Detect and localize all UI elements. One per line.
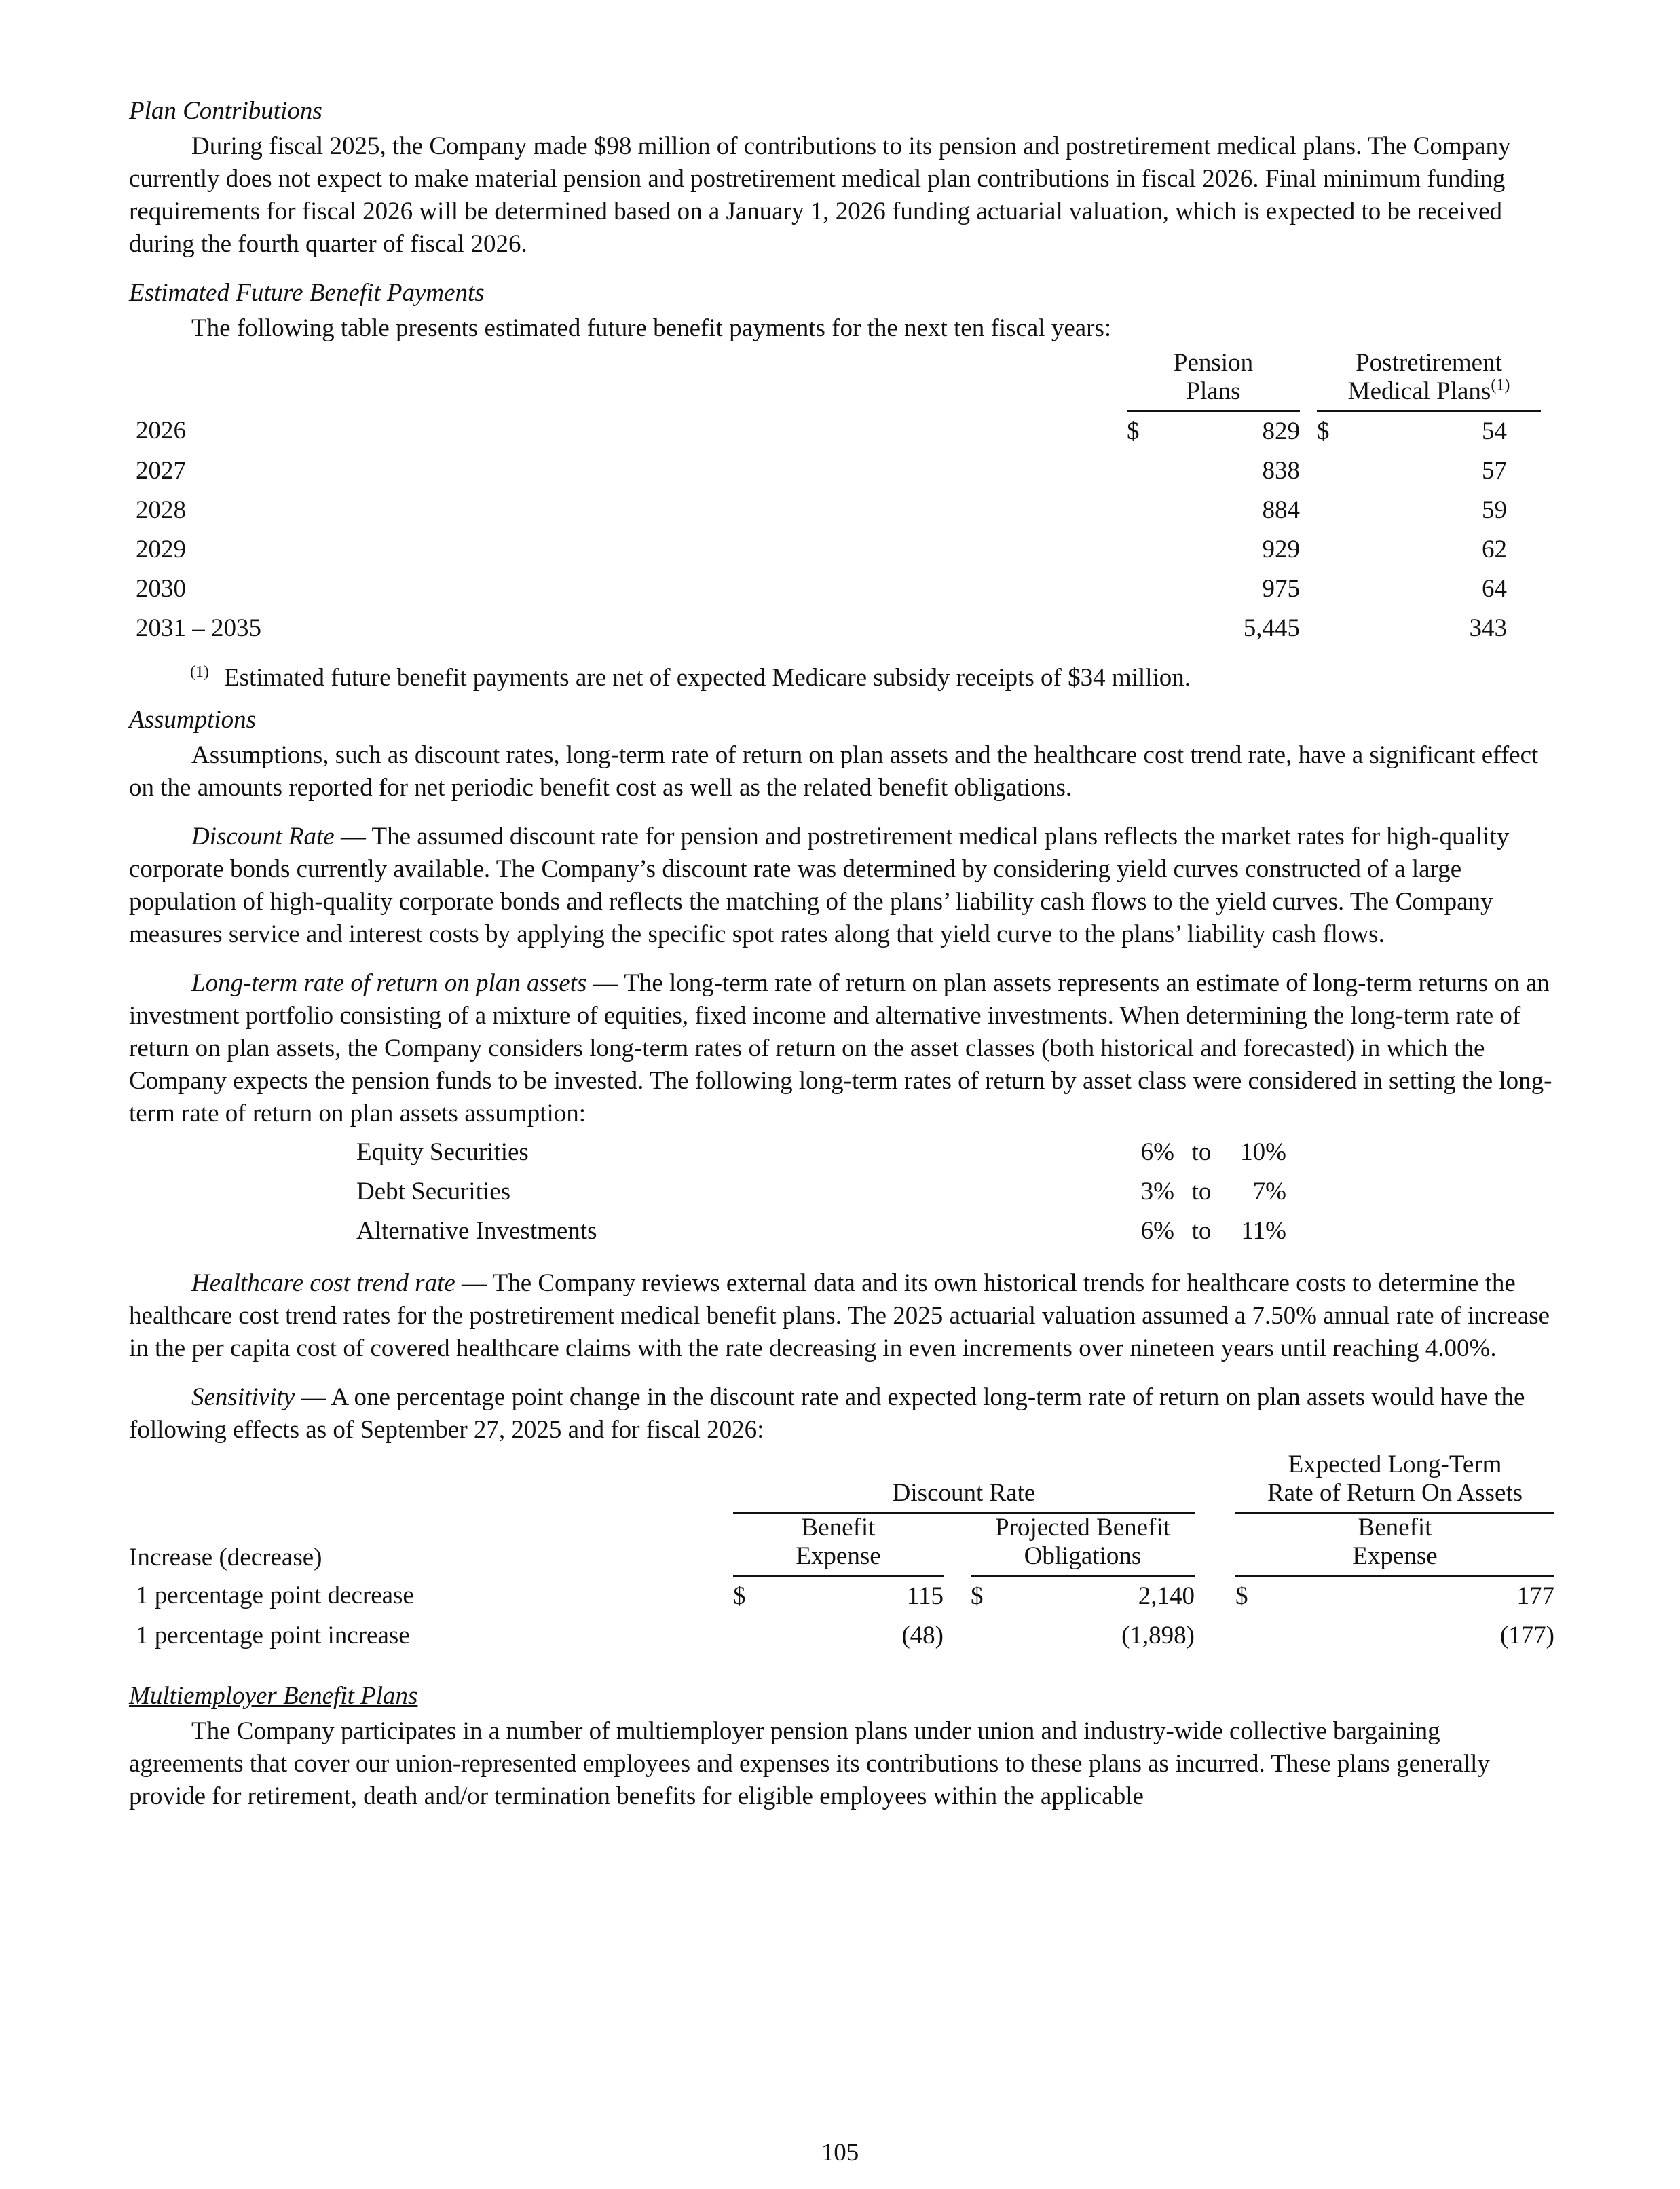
assumptions-heading: Assumptions <box>129 706 257 734</box>
currency-cell: $ <box>1317 417 1330 445</box>
currency-cell <box>1317 451 1337 491</box>
pension-value-cell: 884 <box>1262 496 1300 524</box>
projected-benefit-obligations-header: Projected Benefit Obligations <box>971 1513 1195 1576</box>
page-number: 105 <box>821 2139 859 2167</box>
spacer-cell <box>1195 1616 1235 1655</box>
currency-cell <box>1127 609 1147 648</box>
sensitivity-text: — A one percentage point change in the discount rate and expected long-term rate of return on plan assets would have the following effects as of September 27, 2025 and for fiscal 2026: <box>129 1383 1525 1444</box>
long-term-return-text: — The long-term rate of return on plan assets represents an estimate of long-term returns on an investment portfolio consisting of a mixture of equities, fixed income and alternative investments. When determining the long-term rate of return on plan assets, the Company considers long-term rates of return on the asset classes (both historical and forecasted) in which the Company expects the pension funds to be invested. The following long-term rates of return by asset class were considered in setting the long-term rate of return on plan assets assumption: <box>129 969 1552 1127</box>
discount-rate-group-header: Discount Rate <box>733 1451 1195 1513</box>
footnote-marker: (1) <box>1491 376 1510 394</box>
currency-cell: $ <box>1235 1582 1248 1610</box>
table-row <box>129 411 1541 452</box>
currency-cell <box>733 1616 753 1655</box>
currency-cell <box>1127 491 1147 530</box>
table-row <box>356 1133 1286 1172</box>
table-row <box>129 569 1541 609</box>
currency-cell <box>1317 491 1337 530</box>
plan-contributions-heading: Plan Contributions <box>129 97 322 125</box>
spacer-cell <box>1507 530 1541 569</box>
sensitivity-label-cell: 1 percentage point increase <box>136 1622 410 1649</box>
spacer-cell <box>1195 1576 1235 1617</box>
currency-cell <box>1235 1616 1256 1655</box>
future-payments-footnote <box>190 662 1554 694</box>
footnote-text: Estimated future benefit payments are net of expected Medicare subsidy receipts of $34 million. <box>223 664 1191 692</box>
currency-cell <box>1127 451 1147 491</box>
pension-value-cell: 975 <box>1262 575 1300 603</box>
medical-value-cell: 57 <box>1482 457 1507 485</box>
pension-value-cell: 5,445 <box>1243 614 1300 642</box>
currency-cell <box>1317 569 1337 609</box>
medical-value-cell: 59 <box>1482 496 1507 524</box>
multiemployer-heading: Multiemployer Benefit Plans <box>129 1682 418 1710</box>
benefit-expense-cell: 115 <box>906 1582 944 1610</box>
spacer-cell <box>1300 530 1317 569</box>
long-term-return-label: Long-term rate of return on plan assets <box>191 969 587 997</box>
rate-to-cell: to <box>1191 1217 1212 1245</box>
future-payments-header-row <box>129 349 1541 411</box>
rate-to-cell: to <box>1191 1138 1212 1166</box>
currency-cell: $ <box>733 1582 746 1610</box>
pension-value-cell: 829 <box>1262 417 1300 445</box>
currency-cell: $ <box>971 1582 984 1610</box>
rate-low-cell: 6% <box>1140 1138 1174 1166</box>
currency-cell <box>1317 530 1337 569</box>
spacer-cell <box>1507 491 1541 530</box>
rate-low-cell: 6% <box>1140 1217 1174 1245</box>
spacer-cell <box>1300 491 1317 530</box>
future-payments-heading: Estimated Future Benefit Payments <box>129 279 485 307</box>
rate-high-cell: 11% <box>1241 1217 1286 1245</box>
currency-cell <box>1127 530 1147 569</box>
increase-decrease-header: Increase (decrease) <box>129 1543 322 1571</box>
currency-cell <box>971 1616 991 1655</box>
sensitivity-label-cell: 1 percentage point decrease <box>136 1582 414 1610</box>
medical-value-cell: 62 <box>1482 536 1507 563</box>
currency-cell: $ <box>1127 417 1140 445</box>
rate-high-cell: 10% <box>1240 1138 1286 1166</box>
assumptions-text: Assumptions, such as discount rates, long-term rate of return on plan assets and the healthcare cost trend rate, have a significant effect on the amounts reported for net periodic benefit cost as well as the related benefit obligations. <box>129 741 1539 802</box>
discount-rate-paragraph <box>129 821 1554 951</box>
spacer-cell <box>1507 569 1541 609</box>
asset-class-cell: Equity Securities <box>356 1138 529 1166</box>
table-row <box>129 1616 1554 1655</box>
rate-to-cell: to <box>1191 1178 1212 1205</box>
healthcare-trend-label: Healthcare cost trend rate <box>191 1269 455 1297</box>
plan-contributions-text: During fiscal 2025, the Company made $98 million of contributions to its pension and postretirement medical plans. The Company currently does not expect to make material pension and postretirement medical plan contributions in fiscal 2026. Final minimum funding requirements for fiscal 2026 will be determined based on a January 1, 2026 funding actuarial valuation, which is expected to be received during the fourth quarter of fiscal 2026. <box>129 132 1511 258</box>
spacer-cell <box>1300 411 1317 452</box>
asset-rates-table <box>356 1133 1286 1251</box>
document-page <box>129 95 1554 1829</box>
medical-value-cell: 343 <box>1469 614 1507 642</box>
spacer-cell <box>1507 609 1541 648</box>
pension-plans-header: Pension Plans <box>1127 349 1300 411</box>
pension-value-cell: 929 <box>1262 536 1300 563</box>
table-row <box>129 609 1541 648</box>
table-row <box>129 451 1541 491</box>
year-cell: 2029 <box>136 536 186 563</box>
discount-rate-label: Discount Rate <box>191 823 335 850</box>
spacer-cell <box>1300 569 1317 609</box>
rate-low-cell: 3% <box>1140 1178 1174 1205</box>
year-cell: 2031 – 2035 <box>136 614 261 642</box>
year-cell: 2026 <box>136 417 186 445</box>
medical-value-cell: 54 <box>1482 417 1507 445</box>
asset-class-cell: Debt Securities <box>356 1178 511 1205</box>
year-cell: 2030 <box>136 575 186 603</box>
table-row <box>356 1172 1286 1212</box>
long-term-return-paragraph <box>129 967 1554 1130</box>
asset-class-cell: Alternative Investments <box>356 1217 597 1245</box>
sensitivity-paragraph <box>129 1381 1554 1446</box>
expected-return-group-header: Expected Long-Term Rate of Return On Assets <box>1235 1451 1554 1513</box>
spacer-cell <box>1300 451 1317 491</box>
projected-obligation-cell: 2,140 <box>1138 1582 1195 1610</box>
currency-cell <box>1127 569 1147 609</box>
healthcare-trend-text: — The Company reviews external data and its own historical trends for healthcare costs to determine the healthcare cost trend rates for the postretirement medical benefit plans. The 2025 actuarial valuation assumed a 7.50% annual rate of increase in the per capita cost of covered healthcare claims with the rate decreasing in even increments over nineteen years until reaching 4.00%. <box>129 1269 1550 1362</box>
postretirement-medical-header: Postretirement Medical Plans$^{(1)}$ <box>1317 349 1541 411</box>
spacer-cell <box>1300 609 1317 648</box>
multiemployer-text: The Company participates in a number of multiemployer pension plans under union and industry-wide collective bargaining agreements that cover our union-represented employees and expenses its contributions to these plans as incurred. These plans generally provide for retirement, death and/or termination benefits for eligible employees within the applicable <box>129 1717 1490 1810</box>
return-expense-cell: (177) <box>1499 1622 1554 1649</box>
sensitivity-column-header-row <box>129 1513 1554 1576</box>
rate-high-cell: 7% <box>1252 1178 1286 1205</box>
future-payments-table <box>129 349 1541 648</box>
sensitivity-table <box>129 1451 1554 1655</box>
sensitivity-label: Sensitivity <box>191 1383 295 1411</box>
pension-value-cell: 838 <box>1262 457 1300 485</box>
sensitivity-group-header-row <box>129 1451 1554 1513</box>
footnote-mark: (1) <box>190 662 209 681</box>
currency-cell <box>1317 609 1337 648</box>
future-payments-intro: The following table presents estimated future benefit payments for the next ten fiscal years: <box>191 314 1112 342</box>
table-row <box>129 1576 1554 1617</box>
discount-rate-text: — The assumed discount rate for pension and postretirement medical plans reflects the market rates for high-quality corporate bonds currently available. The Company’s discount rate was determined by considering yield curves constructed of a large population of high-quality corporate bonds and reflects the matching of the plans’ liability cash flows to the yield curves. The Company measures service and interest costs by applying the specific spot rates along that yield curve to the plans’ liability cash flows. <box>129 823 1510 948</box>
benefit-expense-header: Benefit Expense <box>733 1513 944 1576</box>
table-row <box>129 491 1541 530</box>
spacer-cell <box>944 1616 971 1655</box>
table-row <box>356 1212 1286 1251</box>
return-expense-cell: 177 <box>1516 1582 1554 1610</box>
return-benefit-expense-header: Benefit Expense <box>1235 1513 1554 1576</box>
year-cell: 2027 <box>136 457 186 485</box>
projected-obligation-cell: (1,898) <box>1121 1622 1195 1649</box>
medical-value-cell: 64 <box>1482 575 1507 603</box>
healthcare-trend-paragraph <box>129 1267 1554 1365</box>
spacer-cell <box>1507 411 1541 452</box>
benefit-expense-cell: (48) <box>901 1622 944 1649</box>
spacer-cell <box>1507 451 1541 491</box>
spacer-cell <box>944 1576 971 1617</box>
year-cell: 2028 <box>136 496 186 524</box>
table-row <box>129 530 1541 569</box>
